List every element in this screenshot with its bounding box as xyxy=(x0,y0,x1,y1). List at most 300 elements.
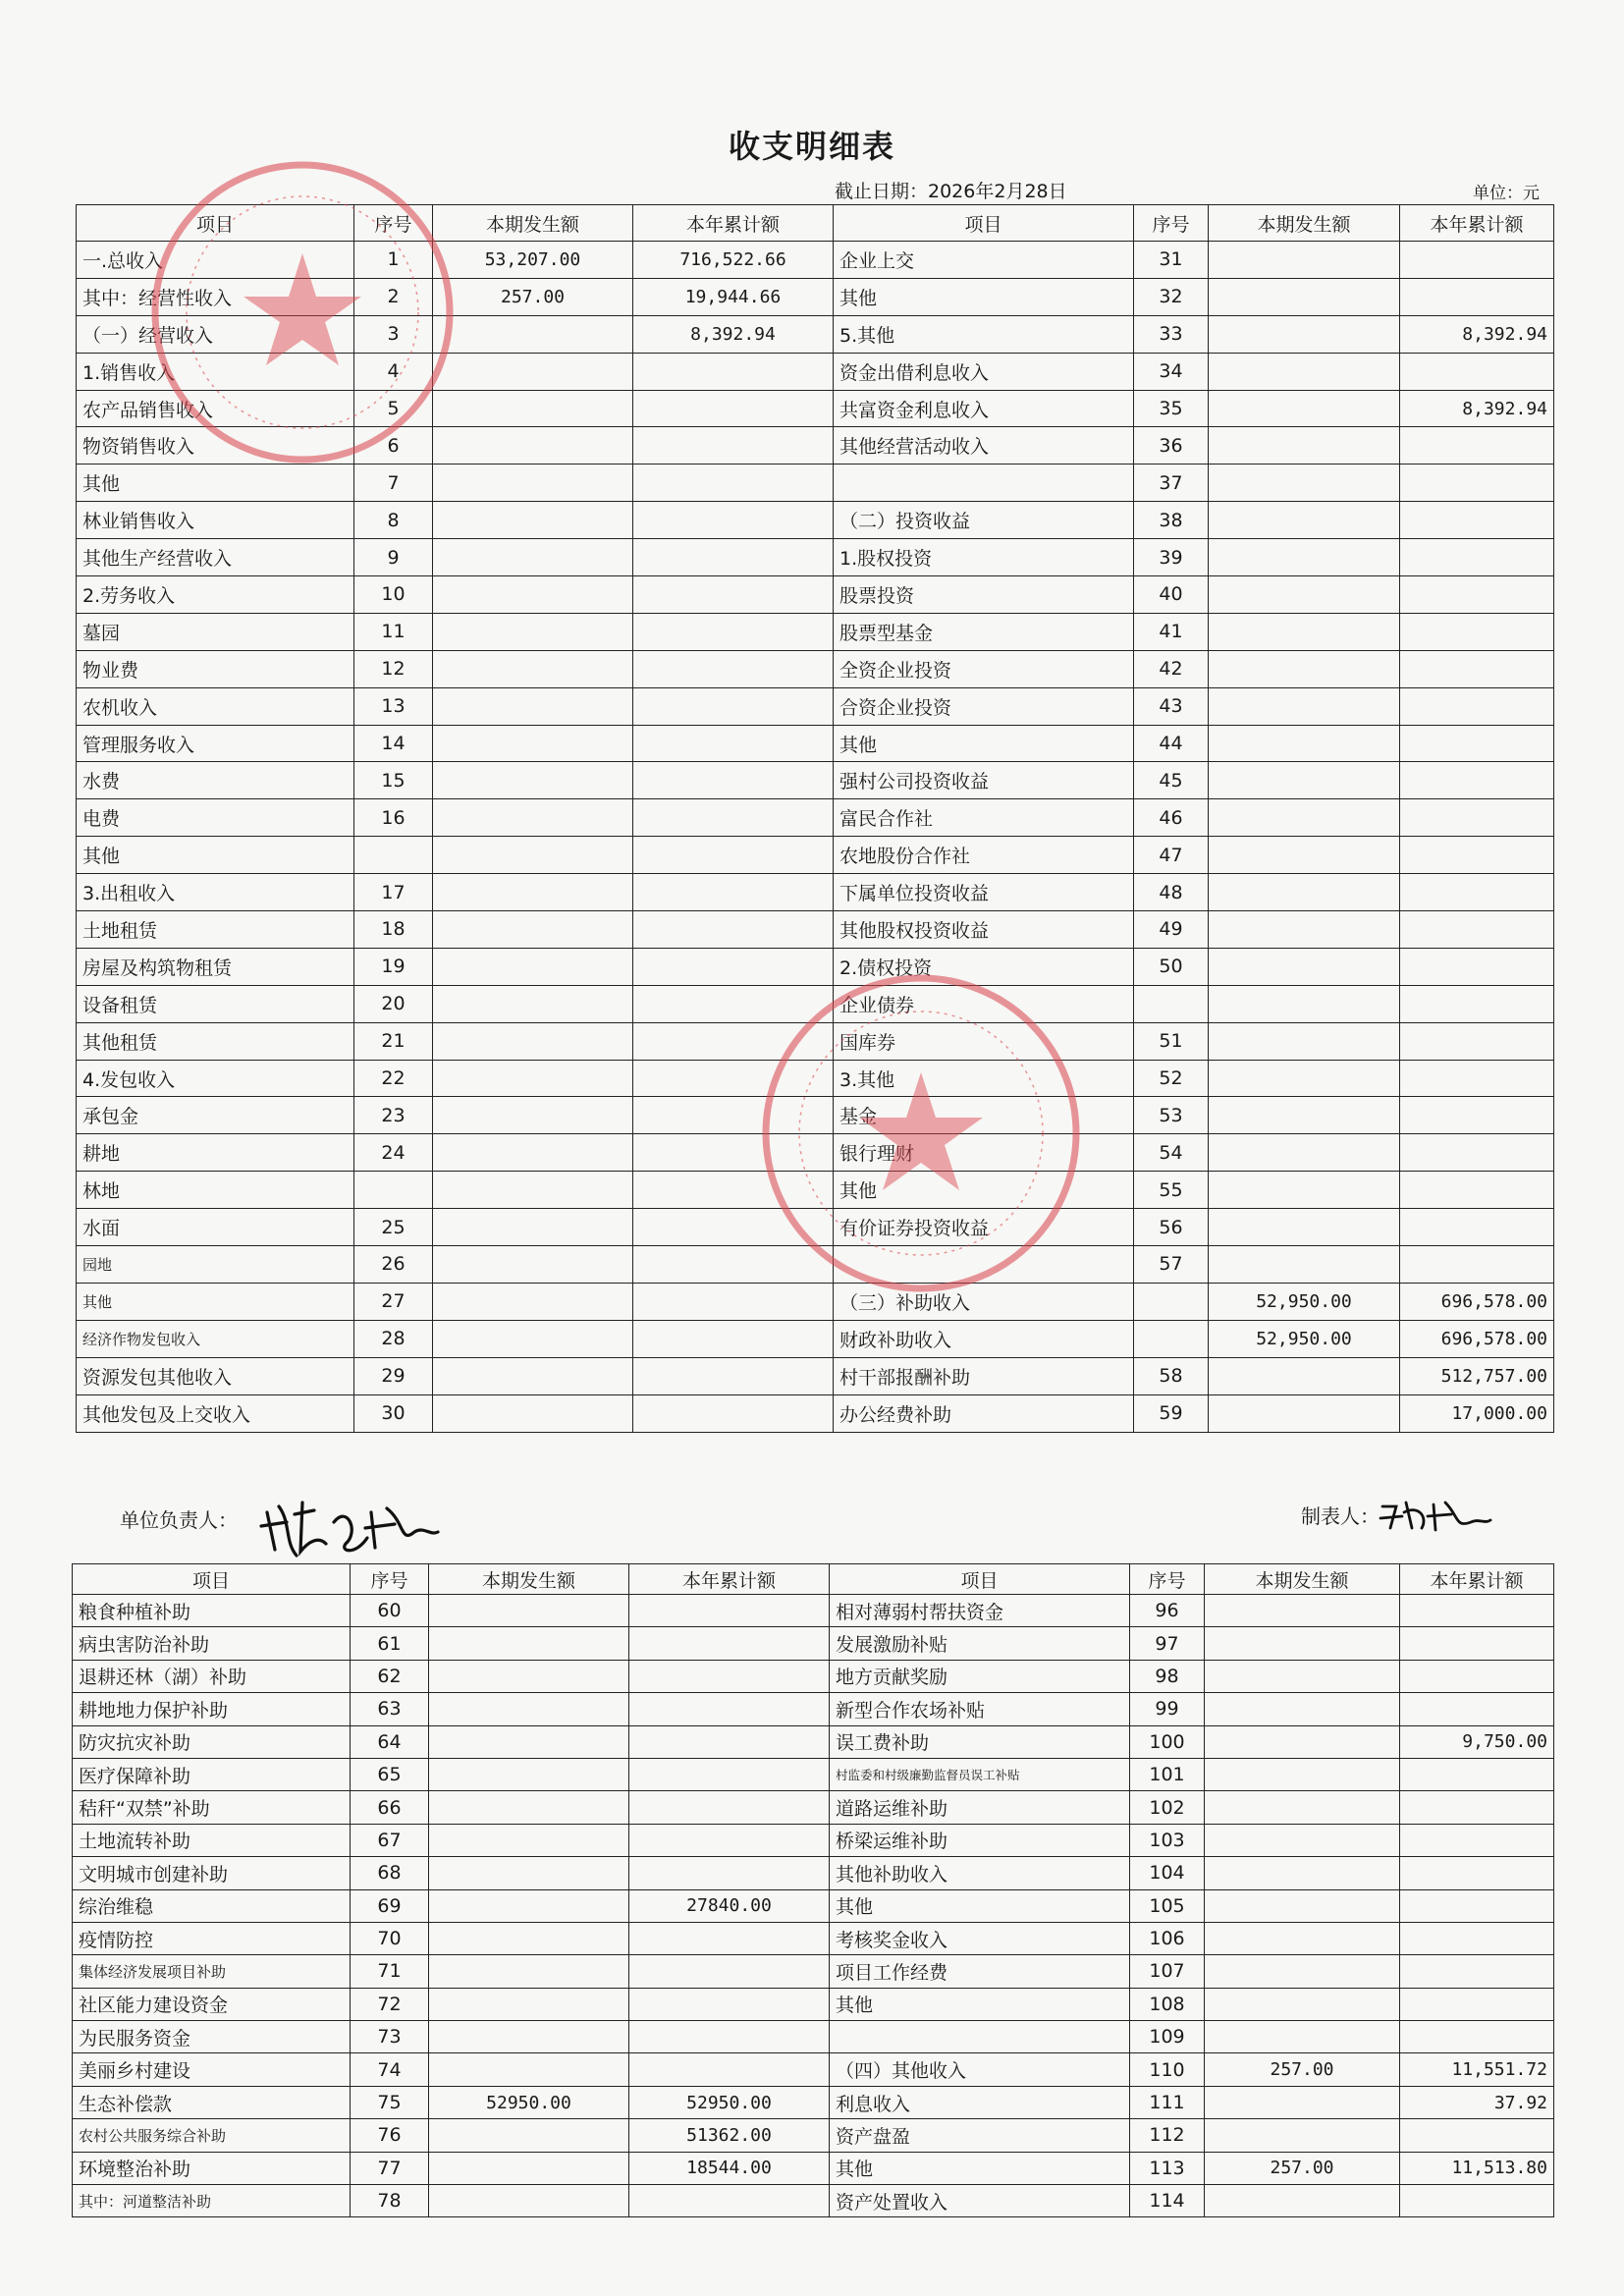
current-amount xyxy=(429,2021,629,2053)
cumulative-amount xyxy=(629,1791,830,1824)
preparer-signature xyxy=(1377,1495,1494,1534)
item-name: 经济作物发包收入 xyxy=(77,1320,354,1357)
row-number: 76 xyxy=(351,2119,429,2152)
cumulative-amount xyxy=(633,762,834,799)
row-number: 108 xyxy=(1130,1988,1205,2020)
row-number: 41 xyxy=(1134,613,1209,650)
table-row xyxy=(77,1394,1554,1432)
table-row xyxy=(73,1693,1554,1725)
row-number: 69 xyxy=(351,1889,429,1922)
item-name: 其他租赁 xyxy=(77,1022,354,1060)
cumulative-amount xyxy=(1400,2021,1554,2053)
cumulative-amount xyxy=(1400,1134,1554,1172)
item-name: 新型合作农场补贴 xyxy=(830,1693,1130,1725)
item-name: 其中：河道整洁补助 xyxy=(73,2185,351,2217)
row-number: 40 xyxy=(1134,576,1209,614)
current-amount xyxy=(433,948,633,985)
item-name xyxy=(834,465,1134,502)
current-amount xyxy=(429,1955,629,1988)
row-number: 45 xyxy=(1134,762,1209,799)
row-number: 22 xyxy=(354,1060,433,1097)
item-name: 强村公司投资收益 xyxy=(834,762,1134,799)
cumulative-amount xyxy=(629,2185,830,2217)
row-number: 35 xyxy=(1134,390,1209,427)
header-current: 本期发生额 xyxy=(433,205,633,242)
row-number: 68 xyxy=(351,1857,429,1889)
current-amount xyxy=(429,1758,629,1790)
item-name: 耕地地力保护补助 xyxy=(73,1693,351,1725)
item-name: 集体经济发展项目补助 xyxy=(73,1955,351,1988)
current-amount xyxy=(433,353,633,390)
cumulative-amount: 51362.00 xyxy=(629,2119,830,2152)
current-amount xyxy=(433,1097,633,1134)
row-number: 54 xyxy=(1134,1134,1209,1172)
row-number: 2 xyxy=(354,278,433,315)
cumulative-amount xyxy=(1400,1988,1554,2020)
item-name: 其他发包及上交收入 xyxy=(77,1394,354,1432)
current-amount xyxy=(1205,1758,1400,1790)
table-row xyxy=(73,1988,1554,2020)
item-name: 3.出租收入 xyxy=(77,874,354,911)
item-name: 其他 xyxy=(830,1889,1130,1922)
row-number: 101 xyxy=(1130,1758,1205,1790)
current-amount xyxy=(1205,2119,1400,2152)
cumulative-amount xyxy=(629,1595,830,1627)
item-name: 电费 xyxy=(77,799,354,837)
current-amount xyxy=(1209,687,1400,725)
row-number: 71 xyxy=(351,1955,429,1988)
cumulative-amount xyxy=(629,1627,830,1660)
item-name: 有价证券投资收益 xyxy=(834,1209,1134,1246)
row-number: 96 xyxy=(1130,1595,1205,1627)
row-number: 5 xyxy=(354,390,433,427)
table-row xyxy=(77,650,1554,687)
cumulative-amount: 17,000.00 xyxy=(1400,1394,1554,1432)
cumulative-amount xyxy=(629,1660,830,1692)
cumulative-amount: 37.92 xyxy=(1400,2086,1554,2118)
header-cumulative: 本年累计额 xyxy=(629,1564,830,1595)
current-amount xyxy=(433,465,633,502)
current-amount: 53,207.00 xyxy=(433,242,633,279)
table-row xyxy=(77,539,1554,576)
current-amount xyxy=(433,1320,633,1357)
item-name: 管理服务收入 xyxy=(77,725,354,762)
row-number: 98 xyxy=(1130,1660,1205,1692)
row-number xyxy=(1134,1320,1209,1357)
table-row xyxy=(73,1922,1554,1954)
item-name: 共富资金利息收入 xyxy=(834,390,1134,427)
current-amount xyxy=(433,1022,633,1060)
cumulative-amount: 696,578.00 xyxy=(1400,1320,1554,1357)
current-amount: 257.00 xyxy=(1205,2053,1400,2086)
item-name: 国库券 xyxy=(834,1022,1134,1060)
item-name: 退耕还林（湖）补助 xyxy=(73,1660,351,1692)
item-name: 土地租赁 xyxy=(77,911,354,949)
current-amount xyxy=(429,1725,629,1758)
cumulative-amount: 716,522.66 xyxy=(633,242,834,279)
row-number: 14 xyxy=(354,725,433,762)
table-row xyxy=(77,1060,1554,1097)
current-amount xyxy=(1209,1134,1400,1172)
cumulative-amount xyxy=(629,1922,830,1954)
table-header-row xyxy=(73,1564,1554,1595)
cumulative-amount: 8,392.94 xyxy=(633,315,834,353)
table-row xyxy=(73,1955,1554,1988)
cumulative-amount xyxy=(1400,502,1554,539)
cumulative-amount xyxy=(1400,1824,1554,1856)
row-number: 47 xyxy=(1134,837,1209,874)
item-name: 其他 xyxy=(77,1283,354,1320)
item-name: 设备租赁 xyxy=(77,985,354,1022)
header-current: 本期发生额 xyxy=(429,1564,629,1595)
row-number: 26 xyxy=(354,1246,433,1284)
cumulative-amount xyxy=(633,650,834,687)
item-name: 1.股权投资 xyxy=(834,539,1134,576)
table-body xyxy=(73,1595,1554,2217)
cumulative-amount: 696,578.00 xyxy=(1400,1283,1554,1320)
item-name: 为民服务资金 xyxy=(73,2021,351,2053)
cumulative-amount xyxy=(633,1283,834,1320)
current-amount xyxy=(1209,576,1400,614)
row-number: 73 xyxy=(351,2021,429,2053)
row-number xyxy=(1134,1283,1209,1320)
item-name: 秸秆“双禁”补助 xyxy=(73,1791,351,1824)
table-row xyxy=(73,1627,1554,1660)
item-name: 企业上交 xyxy=(834,242,1134,279)
cumulative-amount: 27840.00 xyxy=(629,1889,830,1922)
item-name: 其他 xyxy=(77,837,354,874)
table-row xyxy=(77,576,1554,614)
table-row xyxy=(77,837,1554,874)
cumulative-amount xyxy=(1400,1097,1554,1134)
current-amount xyxy=(433,1394,633,1432)
cumulative-amount xyxy=(633,911,834,949)
item-name: 股票型基金 xyxy=(834,613,1134,650)
table-row xyxy=(77,799,1554,837)
cumulative-amount: 52950.00 xyxy=(629,2086,830,2118)
row-number: 109 xyxy=(1130,2021,1205,2053)
cumulative-amount xyxy=(1400,2119,1554,2152)
item-name: 其他 xyxy=(834,725,1134,762)
row-number: 23 xyxy=(354,1097,433,1134)
current-amount xyxy=(433,985,633,1022)
row-number: 32 xyxy=(1134,278,1209,315)
current-amount xyxy=(433,1246,633,1284)
row-number: 104 xyxy=(1130,1857,1205,1889)
table-row xyxy=(77,613,1554,650)
cumulative-amount xyxy=(629,1857,830,1889)
unit-leader-label: 单位负责人： xyxy=(120,1508,238,1532)
table-row xyxy=(77,427,1554,465)
current-amount xyxy=(1205,1824,1400,1856)
item-name: 农机收入 xyxy=(77,687,354,725)
cumulative-amount xyxy=(1400,948,1554,985)
current-amount xyxy=(433,1172,633,1209)
cumulative-amount xyxy=(629,1955,830,1988)
table-body xyxy=(77,242,1554,1433)
row-number: 43 xyxy=(1134,687,1209,725)
current-amount xyxy=(1205,1988,1400,2020)
current-amount xyxy=(1209,1022,1400,1060)
cumulative-amount xyxy=(1400,1955,1554,1988)
item-name: 医疗保障补助 xyxy=(73,1758,351,1790)
table-row xyxy=(77,315,1554,353)
row-number: 112 xyxy=(1130,2119,1205,2152)
table-row xyxy=(77,390,1554,427)
item-name: 资金出借利息收入 xyxy=(834,353,1134,390)
current-amount xyxy=(433,1357,633,1394)
item-name: 美丽乡村建设 xyxy=(73,2053,351,2086)
cumulative-amount xyxy=(1400,985,1554,1022)
header-cumulative: 本年累计额 xyxy=(1400,1564,1554,1595)
current-amount xyxy=(1205,1857,1400,1889)
current-amount xyxy=(1205,1693,1400,1725)
cumulative-amount xyxy=(1400,2185,1554,2217)
cumulative-amount xyxy=(1400,1060,1554,1097)
item-name: （三）补助收入 xyxy=(834,1283,1134,1320)
current-amount xyxy=(1209,1394,1400,1432)
row-number: 53 xyxy=(1134,1097,1209,1134)
current-amount xyxy=(1205,1955,1400,1988)
cumulative-amount xyxy=(633,390,834,427)
header-no: 序号 xyxy=(1134,205,1209,242)
cumulative-amount xyxy=(629,1988,830,2020)
row-number: 44 xyxy=(1134,725,1209,762)
current-amount xyxy=(433,725,633,762)
row-number: 50 xyxy=(1134,948,1209,985)
item-name: 其他生产经营收入 xyxy=(77,539,354,576)
row-number xyxy=(354,1172,433,1209)
row-number: 34 xyxy=(1134,353,1209,390)
current-amount xyxy=(433,762,633,799)
row-number: 46 xyxy=(1134,799,1209,837)
item-name: 银行理财 xyxy=(834,1134,1134,1172)
current-amount xyxy=(429,2185,629,2217)
item-name: 项目工作经费 xyxy=(830,1955,1130,1988)
row-number: 31 xyxy=(1134,242,1209,279)
current-amount xyxy=(1205,1627,1400,1660)
current-amount xyxy=(433,650,633,687)
item-name xyxy=(830,2021,1130,2053)
item-name: 考核奖金收入 xyxy=(830,1922,1130,1954)
item-name: 办公经费补助 xyxy=(834,1394,1134,1432)
table-row xyxy=(73,2185,1554,2217)
header-cumulative: 本年累计额 xyxy=(633,205,834,242)
row-number: 63 xyxy=(351,1693,429,1725)
header-item: 项目 xyxy=(73,1564,351,1595)
row-number: 49 xyxy=(1134,911,1209,949)
current-amount xyxy=(433,502,633,539)
current-amount xyxy=(1209,799,1400,837)
cumulative-amount xyxy=(633,465,834,502)
row-number: 52 xyxy=(1134,1060,1209,1097)
current-amount xyxy=(1205,1791,1400,1824)
item-name: 其他 xyxy=(834,278,1134,315)
row-number: 102 xyxy=(1130,1791,1205,1824)
cumulative-amount xyxy=(1400,1758,1554,1790)
item-name: 下属单位投资收益 xyxy=(834,874,1134,911)
current-amount xyxy=(1205,1889,1400,1922)
row-number: 33 xyxy=(1134,315,1209,353)
cumulative-amount xyxy=(1400,539,1554,576)
current-amount xyxy=(433,837,633,874)
table-row xyxy=(77,278,1554,315)
item-name: 承包金 xyxy=(77,1097,354,1134)
header-current: 本期发生额 xyxy=(1205,1564,1400,1595)
header-item: 项目 xyxy=(830,1564,1130,1595)
item-name: 股票投资 xyxy=(834,576,1134,614)
row-number xyxy=(354,837,433,874)
row-number: 42 xyxy=(1134,650,1209,687)
item-name: 资产处置收入 xyxy=(830,2185,1130,2217)
current-amount xyxy=(433,1209,633,1246)
table-row xyxy=(77,874,1554,911)
cumulative-amount xyxy=(1400,353,1554,390)
cumulative-amount xyxy=(633,687,834,725)
cumulative-amount xyxy=(633,427,834,465)
row-number: 13 xyxy=(354,687,433,725)
cumulative-amount xyxy=(633,985,834,1022)
page-title: 收支明细表 xyxy=(728,128,895,165)
preparer-label: 制表人： xyxy=(1301,1504,1380,1528)
header-no: 序号 xyxy=(354,205,433,242)
table-row xyxy=(77,1022,1554,1060)
cumulative-amount xyxy=(1400,1660,1554,1692)
cumulative-amount xyxy=(629,2053,830,2086)
current-amount xyxy=(433,539,633,576)
current-amount: 52950.00 xyxy=(429,2086,629,2118)
item-name: 林业销售收入 xyxy=(77,502,354,539)
row-number: 107 xyxy=(1130,1955,1205,1988)
item-name: 农产品销售收入 xyxy=(77,390,354,427)
row-number: 59 xyxy=(1134,1394,1209,1432)
leader-signature xyxy=(257,1493,444,1563)
row-number: 77 xyxy=(351,2152,429,2184)
row-number: 24 xyxy=(354,1134,433,1172)
cumulative-amount xyxy=(1400,911,1554,949)
row-number: 27 xyxy=(354,1283,433,1320)
table-row xyxy=(77,502,1554,539)
current-amount xyxy=(433,1060,633,1097)
current-amount xyxy=(433,874,633,911)
current-amount xyxy=(433,1283,633,1320)
cumulative-amount xyxy=(1400,799,1554,837)
table-row xyxy=(77,911,1554,949)
item-name: 资源发包其他收入 xyxy=(77,1357,354,1394)
item-name: （一）经营收入 xyxy=(77,315,354,353)
item-name: 农地股份合作社 xyxy=(834,837,1134,874)
table-row xyxy=(73,2053,1554,2086)
item-name: 墓园 xyxy=(77,613,354,650)
table-row xyxy=(73,1595,1554,1627)
item-name: 其他 xyxy=(830,1988,1130,2020)
current-amount xyxy=(1209,725,1400,762)
cumulative-amount xyxy=(1400,1693,1554,1725)
row-number: 4 xyxy=(354,353,433,390)
cumulative-amount: 18544.00 xyxy=(629,2152,830,2184)
item-name: 物业费 xyxy=(77,650,354,687)
row-number: 78 xyxy=(351,2185,429,2217)
currency-unit: 单位：元 xyxy=(1473,184,1540,203)
current-amount xyxy=(433,1134,633,1172)
row-number: 72 xyxy=(351,1988,429,2020)
cumulative-amount xyxy=(1400,725,1554,762)
row-number: 15 xyxy=(354,762,433,799)
row-number: 113 xyxy=(1130,2152,1205,2184)
current-amount xyxy=(1209,539,1400,576)
current-amount xyxy=(1209,837,1400,874)
item-name: 其他补助收入 xyxy=(830,1857,1130,1889)
item-name: 4.发包收入 xyxy=(77,1060,354,1097)
item-name: 桥梁运维补助 xyxy=(830,1824,1130,1856)
current-amount xyxy=(1205,2185,1400,2217)
item-name: 其他 xyxy=(77,465,354,502)
item-name: 水面 xyxy=(77,1209,354,1246)
cumulative-amount xyxy=(1400,613,1554,650)
item-name: 林地 xyxy=(77,1172,354,1209)
table-row xyxy=(77,1097,1554,1134)
item-name: 一.总收入 xyxy=(77,242,354,279)
cumulative-amount xyxy=(1400,687,1554,725)
table-row xyxy=(77,1357,1554,1394)
item-name: 企业债券 xyxy=(834,985,1134,1022)
table-row xyxy=(77,687,1554,725)
row-number: 64 xyxy=(351,1725,429,1758)
cumulative-amount xyxy=(1400,465,1554,502)
row-number: 60 xyxy=(351,1595,429,1627)
item-name: 粮食种植补助 xyxy=(73,1595,351,1627)
row-number: 7 xyxy=(354,465,433,502)
row-number: 103 xyxy=(1130,1824,1205,1856)
cumulative-amount xyxy=(1400,1209,1554,1246)
current-amount xyxy=(429,1922,629,1954)
item-name: 3.其他 xyxy=(834,1060,1134,1097)
current-amount xyxy=(429,1824,629,1856)
table-row xyxy=(77,1246,1554,1284)
row-number: 106 xyxy=(1130,1922,1205,1954)
current-amount xyxy=(1209,1246,1400,1284)
row-number: 10 xyxy=(354,576,433,614)
table-row xyxy=(77,1134,1554,1172)
item-name: 其他 xyxy=(830,2152,1130,2184)
cumulative-amount xyxy=(633,576,834,614)
table-row xyxy=(73,1824,1554,1856)
item-name: 房屋及构筑物租赁 xyxy=(77,948,354,985)
row-number: 37 xyxy=(1134,465,1209,502)
cumulative-amount xyxy=(1400,576,1554,614)
cumulative-amount xyxy=(633,1172,834,1209)
item-name: 其他经营活动收入 xyxy=(834,427,1134,465)
current-amount xyxy=(1209,465,1400,502)
row-number: 61 xyxy=(351,1627,429,1660)
current-amount xyxy=(1209,315,1400,353)
item-name: 相对薄弱村帮扶资金 xyxy=(830,1595,1130,1627)
current-amount xyxy=(433,390,633,427)
current-amount xyxy=(1209,1172,1400,1209)
cumulative-amount xyxy=(629,1758,830,1790)
table-header-row xyxy=(77,205,1554,242)
cumulative-amount xyxy=(1400,1889,1554,1922)
current-amount xyxy=(1205,1725,1400,1758)
table-row xyxy=(77,1172,1554,1209)
row-number: 3 xyxy=(354,315,433,353)
cumulative-amount xyxy=(1400,1172,1554,1209)
row-number: 110 xyxy=(1130,2053,1205,2086)
item-name: 1.销售收入 xyxy=(77,353,354,390)
cumulative-amount xyxy=(629,1693,830,1725)
cumulative-amount xyxy=(1400,1246,1554,1284)
cumulative-amount xyxy=(1400,1922,1554,1954)
